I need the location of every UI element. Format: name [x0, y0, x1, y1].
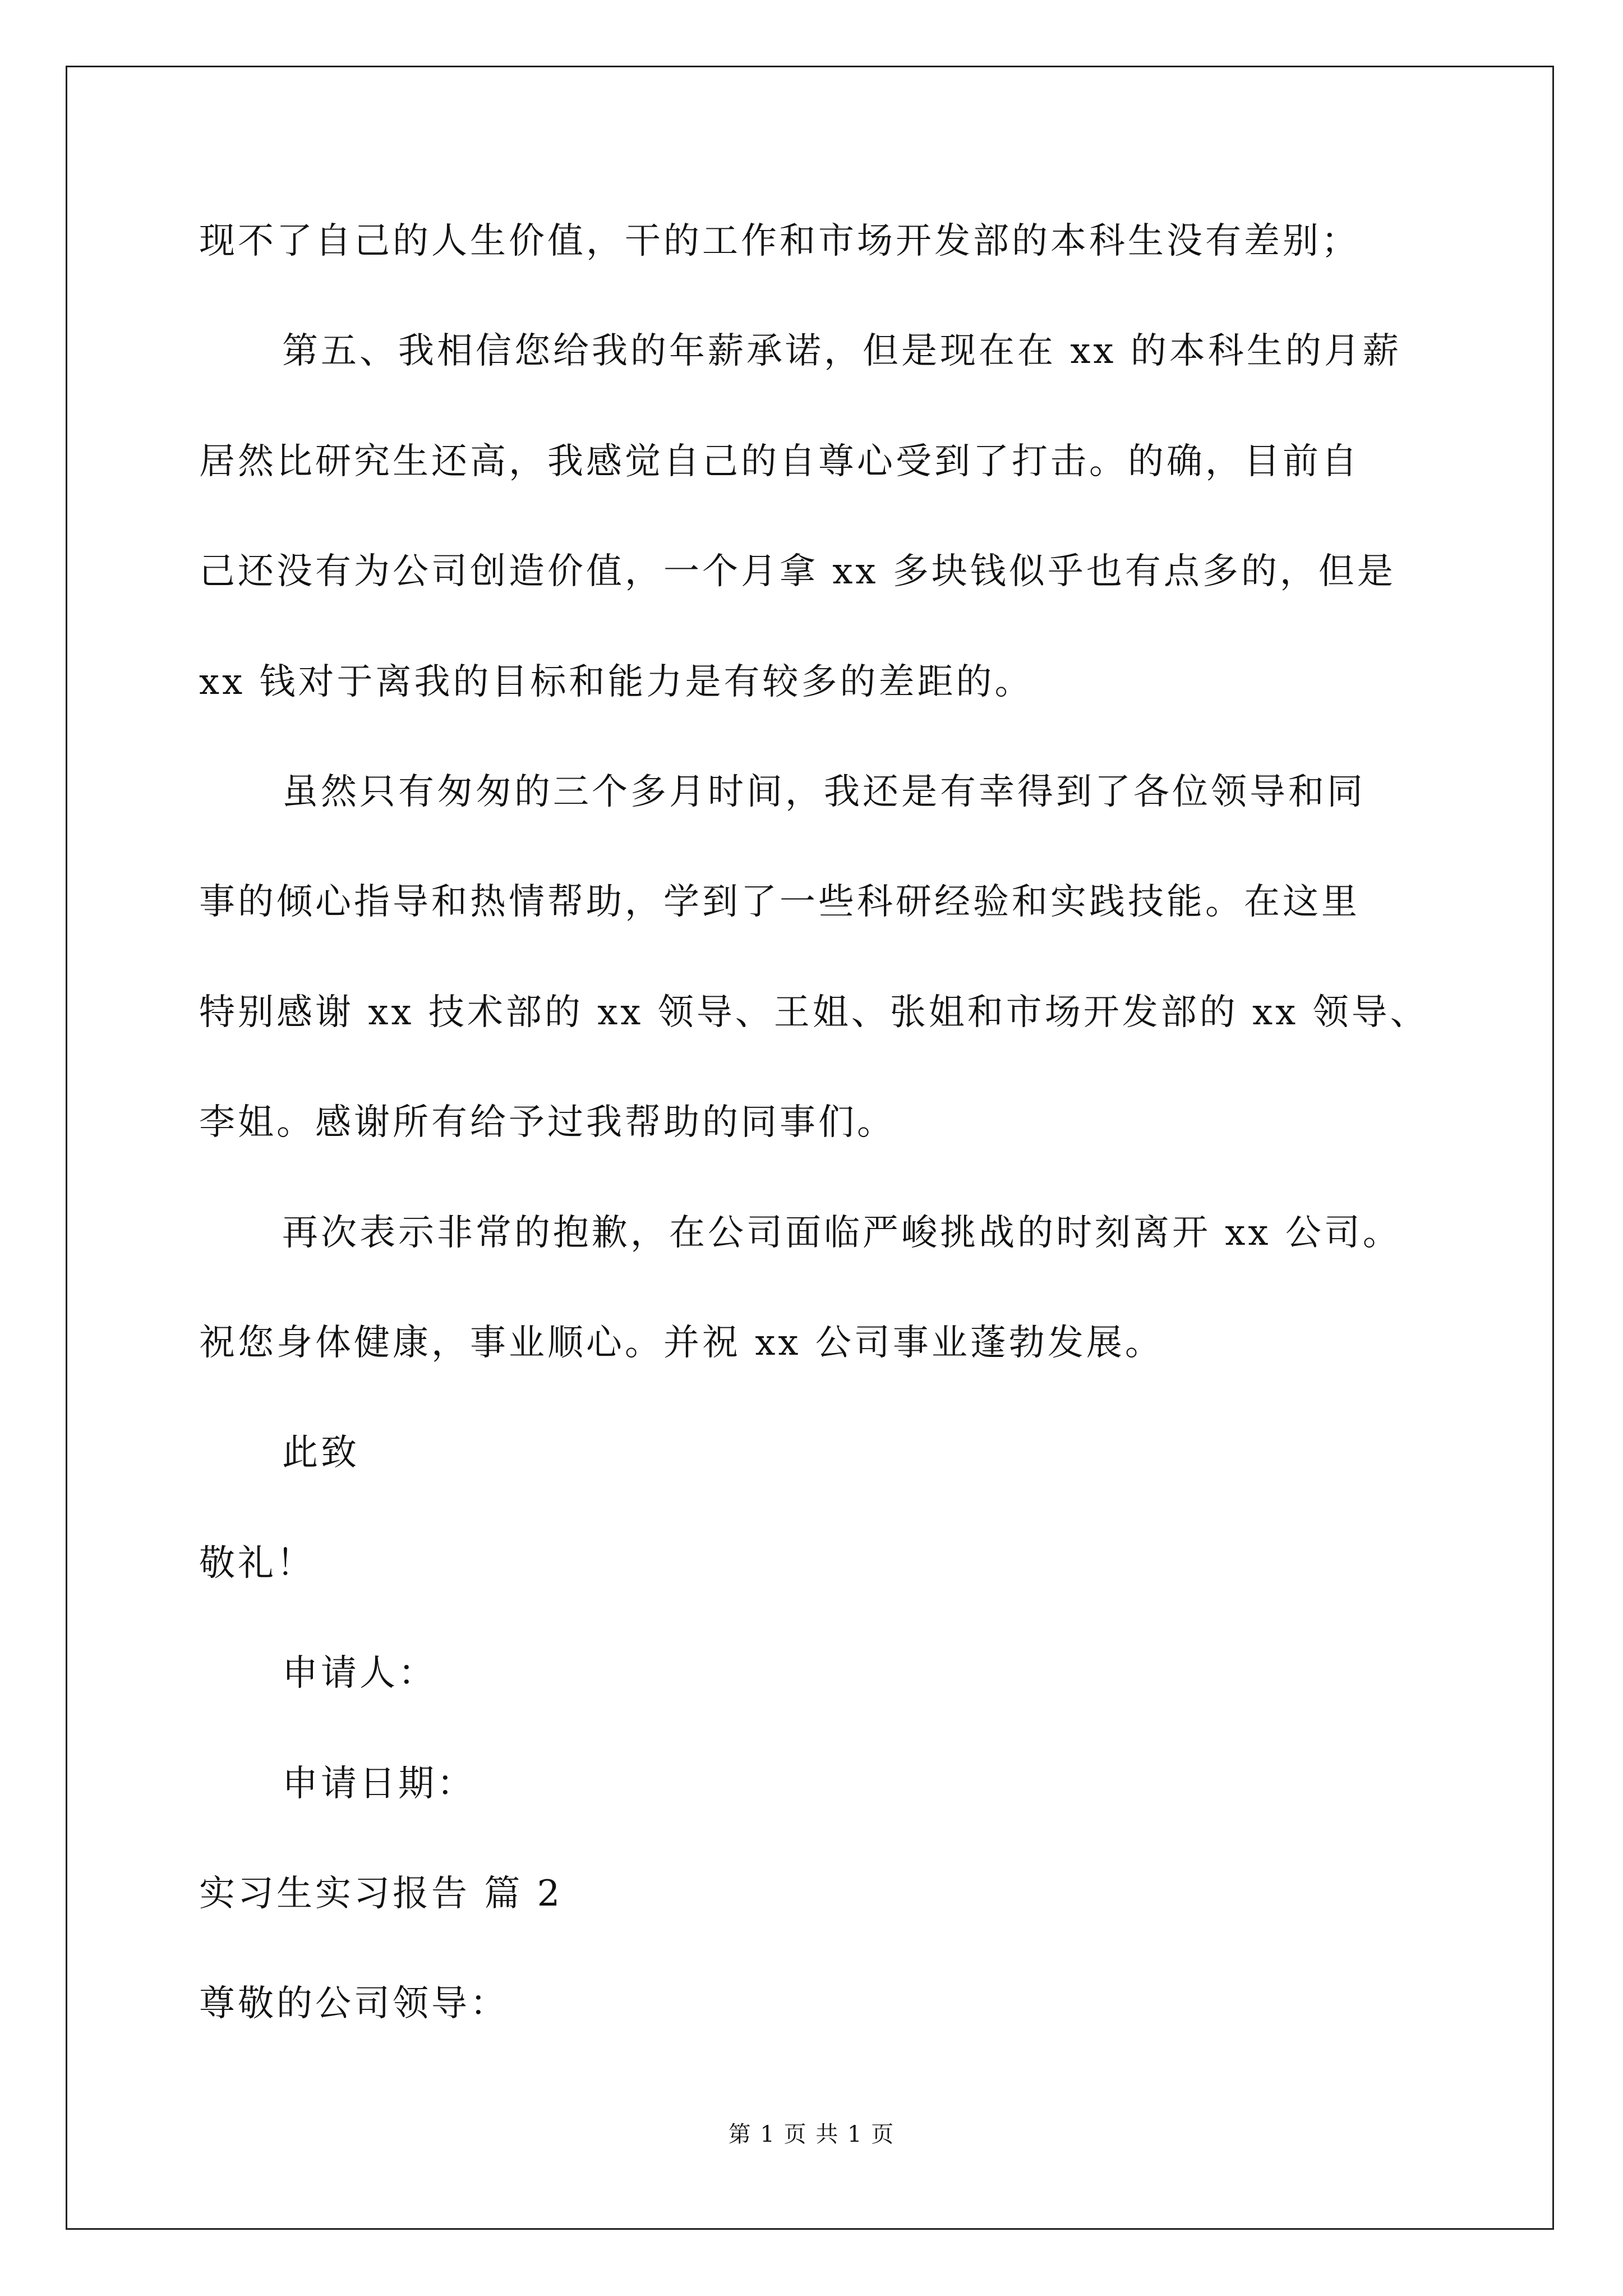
text-line-7: 事的倾心指导和热情帮助，学到了一些科研经验和实践技能。在这里	[199, 881, 1360, 923]
text-line-10: 再次表示非常的抱歉，在公司面临严峻挑战的时刻离开 xx 公司。	[282, 1212, 1401, 1254]
page-footer: 第 1 页 共 1 页	[728, 2122, 895, 2147]
text-line-9: 李姐。感谢所有给予过我帮助的同事们。	[199, 1102, 896, 1143]
greeting-line: 尊敬的公司领导：	[199, 1983, 509, 2024]
text-line-8: 特别感谢 xx 技术部的 xx 领导、王姐、张姐和市场开发部的 xx 领导、	[199, 992, 1429, 1033]
text-line-11: 祝您身体健康，事业顺心。并祝 xx 公司事业蓬勃发展。	[199, 1322, 1164, 1364]
text-line-6: 虽然只有匆匆的三个多月时间，我还是有幸得到了各位领导和同	[282, 771, 1366, 813]
text-line-4: 己还没有为公司创造价值，一个月拿 xx 多块钱似乎也有点多的，但是	[199, 551, 1396, 592]
closing-salutation: 此致	[282, 1432, 359, 1474]
section-heading: 实习生实习报告 篇 2	[199, 1873, 563, 1915]
text-line-5: xx 钱对于离我的目标和能力是有较多的差距的。	[199, 661, 1034, 703]
text-line-2: 第五、我相信您给我的年薪承诺，但是现在在 xx 的本科生的月薪	[282, 330, 1401, 372]
closing-regards: 敬礼！	[199, 1543, 315, 1584]
text-line-3: 居然比研究生还高，我感觉自己的自尊心受到了打击。的确，目前自	[199, 441, 1360, 482]
application-date-label: 申请日期：	[282, 1763, 476, 1805]
text-line-1: 现不了自己的人生价值，干的工作和市场开发部的本科生没有差别；	[199, 220, 1360, 262]
applicant-label: 申请人：	[282, 1653, 437, 1694]
